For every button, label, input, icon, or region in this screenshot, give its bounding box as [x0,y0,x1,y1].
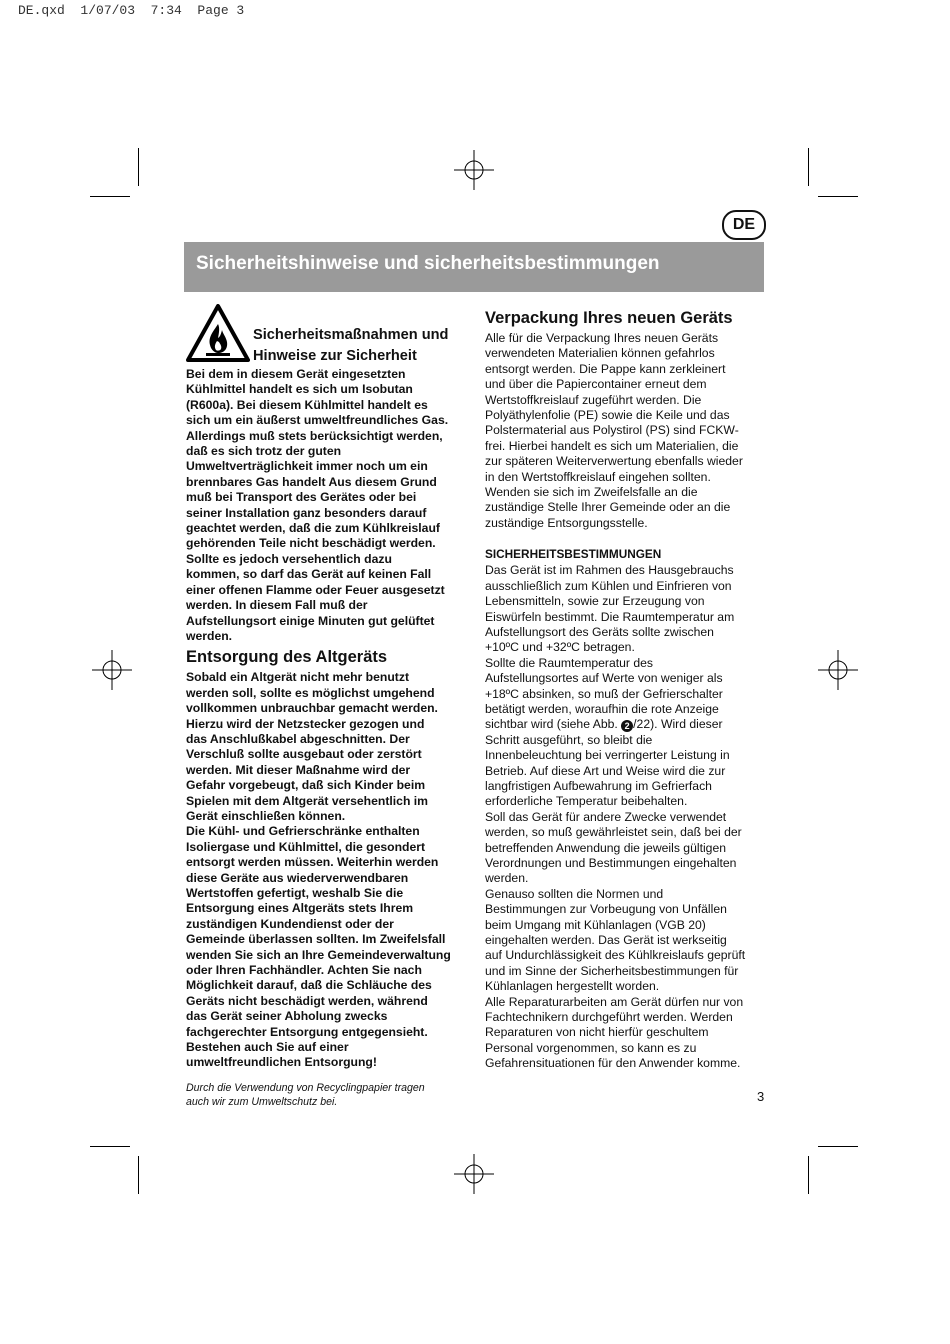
packaging-heading: Verpackung Ihres neuen Geräts [485,309,733,327]
packaging-text: Alle für die Verpackung Ihres neuen Geräts verwendeten Materialien können gefahrlos entsorgt werden. Die Pappe kann zerkleinert und über die Papiercontainer erneut dem Wertstoffkreislauf zugeführt werden. Die Polyäthylenfolie (PE) sowie die Keile und das Polstermaterial aus Polystirol (PS) sind FCKW- frei. Hierbei handelt es sich um Materialien, die zur späteren Weiterverwertung ebenfalls wieder in den Wertstoffkreislauf eingehen sollten. Wenden sie sich im Zweifelsfalle an die zuständige Stelle Ihrer Gemeinde oder an die zuständige Entsorgungsstelle. [485,331,743,530]
disposal-text: Sobald ein Altgerät nicht mehr benutzt werden soll, sollte es möglichst umgehend vollkommen unbrauchbar gemacht werden. Hierzu wird der Netzstecker gezogen und das Anschlußkabel abgeschnitten. Der Verschluß sollte ausgebaut oder zerstört werden. Mit dieser Maßnahme wird der Gefahr vorgebeugt, daß sich Kinder beim Spielen mit dem Altgerät versehentlich im Gerät einschließen können. Die Kühl- und Gefrierschränke enthalten Isoliergase und Kühlmittel, die gesondert entsorgt werden müssen. Weiterhin werden diese Geräte aus wiederverwendbaren Wertstoffen gefertigt, weshalb Sie die Entsorgung eines Altgeräts stets Ihrem zuständigen Kundendienst oder der Gemeinde überlassen sollten. Im Zweifelsfall wenden Sie sich an Ihre Gemeindeverwaltung oder Ihren Fachhändler. Achten Sie nach Möglichkeit darauf, daß die Schläuche des Geräts nicht beschädigt werden, während das Gerät seiner Abholung zwecks fachgerechter Entsorgung entgegensieht. Bestehen auch Sie auf einer umweltfreundlichen Entsorgung! [186,670,451,1070]
left-column [186,304,468,1110]
regulations-heading: SICHERHEITSBESTIMMUNGEN [485,547,662,562]
registration-mark-top [454,150,494,190]
registration-mark-left [92,650,132,690]
safety-text: Bei dem in diesem Gerät eingesetzten Kühlmittel handelt es sich um Isobutan (R600a). Bei diesem Kühlmittel handelt es sich um ein äußerst umweltfreundliches Gas. Allerdings muß stets berücksichtigt werden, daß es sich trotz der guten Umweltverträglichkeit immer noch um ein brennbares Gas handelt Aus diesem Grund muß bei Transport des Gerätes oder bei seiner Installation ganz besonders darauf geachtet werden, daß die zum Kühlkreislauf gehörenden Teile nicht beschädigt werden. Sollte es jedoch versehentlich dazu kommen, so darf das Gerät auf keinen Fall einer offenen Flamme oder Feuer ausgesetzt werden. In diesem Fall muß der Aufstellungsort einige Minuten gut gelüftet werden. [186,367,449,643]
right-column [485,308,767,1072]
figure-ref-badge: 2 [621,720,633,732]
regulations-text [485,563,767,1071]
recycling-note: Durch die Verwendung von Recyclingpapier tragen auch wir zum Umweltschutz bei. [186,1081,425,1109]
page-number: 3 [757,1089,765,1104]
registration-mark-right [818,650,858,690]
print-slug: DE.qxd 1/07/03 7:34 Page 3 [18,3,245,18]
language-badge: DE [722,210,766,240]
safety-heading: Sicherheitsmaßnahmen und Hinweise zur Sicherheit [253,327,449,364]
title-bar [184,242,764,292]
regulations-text-part-a: Das Gerät ist im Rahmen des Hausgebrauchs ausschließlich zum Kühlen und Einfrieren von Lebensmitteln, sowie zur Erzeugung von Eiswürfeln bestimmt. Die Raumtemperatur am Aufstellungsort des Geräts sollte zwischen +10ºC und +32ºC betragen. Sollte die Raumtemperatur des Aufstellungsortes auf Werte von weniger als +18ºC absinken, so muß der Gefrierschalter betätigt werden, woraufhin die rote Anzeige sichtbar wird (siehe Abb. [485,563,735,732]
page-title: Sicherheitshinweise und sicherheitsbestimmungen [196,253,660,274]
disposal-heading: Entsorgung des Altgeräts [186,648,388,667]
safety-warning-header [186,304,468,367]
flammable-warning-icon [186,304,250,362]
registration-mark-bottom [454,1154,494,1194]
regulations-text-part-b: /22). Wird dieser Schritt ausgeführt, so bleibt die Innenbeleuchtung bei verringerter Leistung in Betrieb. Auf diese Art und Weise wird die zur langfristigen Aufbewahrung im Gefrierfach erforderliche Temperatur beibehalten. Soll das Gerät für andere Zwecke verwendet werden, so muß gewährleistet sein, daß bei der betreffenden Anwendung die jeweils gültigen Verordnungen und Bestimmungen eingehalten werden. Genauso sollten die Normen und Bestimmungen zur Vorbeugung von Unfällen beim Umgang mit Kühlanlagen (VGB 20) eingehalten werden. Das Gerät ist werkseitig auf Undurchlässigkeit des Kühlkreislaufs geprüft und im Sinne der Sicherheitsbestimmungen für Kühlanlagen hergestellt worden. Alle Reparaturarbeiten am Gerät dürfen nur von Fachtechnikern durchgeführt werden. Werden Reparaturen von nicht hierfür geschultem Personal vorgenommen, so kann es zu Gefahrensituationen für den Anwender komme. [485,717,746,1071]
